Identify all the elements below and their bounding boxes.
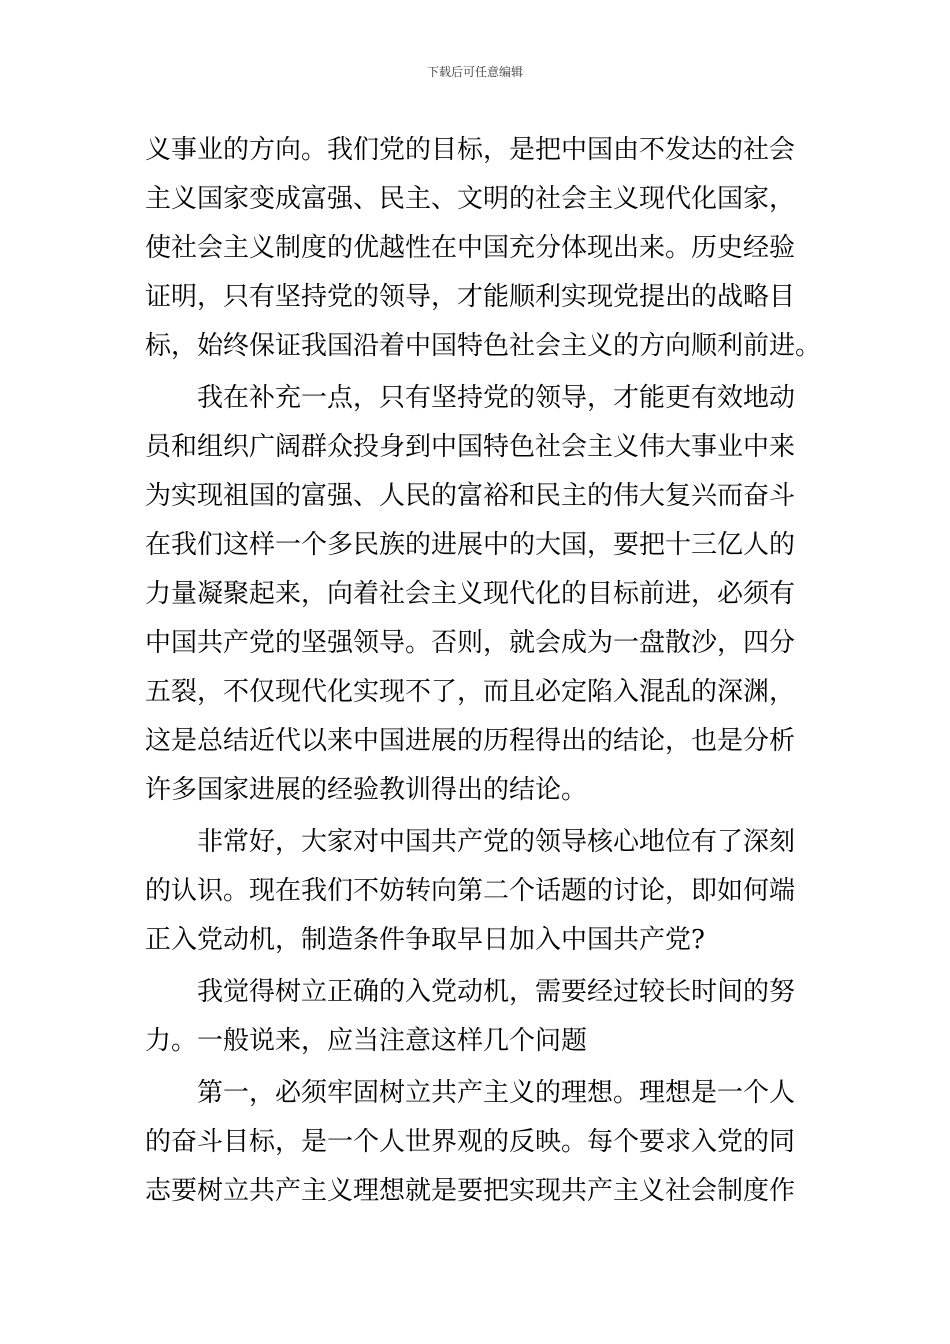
paragraph: [145, 968, 810, 1066]
text-line: 五裂，不仅现代化实现不了，而且必定陷入混乱的深渊，: [145, 677, 796, 707]
text-line: 在我们这样一个多民族的进展中的大国，要把十三亿人的: [145, 530, 796, 560]
paragraph: [145, 818, 810, 965]
text-line: 第一，必须牢固树立共产主义的理想。理想是一个人: [145, 1078, 796, 1108]
document-body: [145, 126, 822, 1216]
text-line: 主义国家变成富强、民主、文明的社会主义现代化国家，: [145, 184, 796, 214]
text-line: 中国共产党的坚强领导。否则，就会成为一盘散沙，四分: [145, 628, 796, 658]
text-line: 义事业的方向。我们党的目标，是把中国由不发达的社会: [145, 135, 796, 165]
text-line: 许多国家进展的经验教训得出的结论。: [145, 775, 588, 805]
paragraph: [145, 374, 810, 815]
text-line: 这是总结近代以来中国进展的历程得出的结论，也是分析: [145, 726, 796, 756]
text-line: 为实现祖国的富强、人民的富裕和民主的伟大复兴而奋斗: [145, 481, 796, 511]
paragraph: [145, 1069, 810, 1216]
text-line: 志要树立共产主义理想就是要把实现共产主义社会制度作: [145, 1176, 796, 1206]
text-line: 我在补充一点，只有坚持党的领导，才能更有效地动: [145, 383, 796, 413]
text-line: 非常好，大家对中国共产党的领导核心地位有了深刻: [145, 827, 796, 857]
text-line: 使社会主义制度的优越性在中国充分体现出来。历史经验: [145, 233, 796, 263]
page-header: 下载后可任意编辑: [426, 65, 523, 79]
text-line: 标，始终保证我国沿着中国特色社会主义的方向顺利前进。: [145, 331, 822, 361]
text-line: 的认识。现在我们不妨转向第二个话题的讨论，即如何端: [145, 876, 796, 906]
paragraph: [145, 126, 822, 371]
text-line: 我觉得树立正确的入党动机，需要经过较长时间的努: [145, 977, 796, 1007]
text-line: 员和组织广阔群众投身到中国特色社会主义伟大事业中来: [145, 432, 796, 462]
text-line: 证明，只有坚持党的领导，才能顺利实现党提出的战略目: [145, 282, 796, 312]
text-line: 力。一般说来，应当注意这样几个问题: [145, 1026, 588, 1056]
text-line: 力量凝聚起来，向着社会主义现代化的目标前进，必须有: [145, 579, 796, 609]
text-line: 的奋斗目标，是一个人世界观的反映。每个要求入党的同: [145, 1127, 796, 1157]
text-line: 正入党动机，制造条件争取早日加入中国共产党?: [145, 925, 705, 955]
